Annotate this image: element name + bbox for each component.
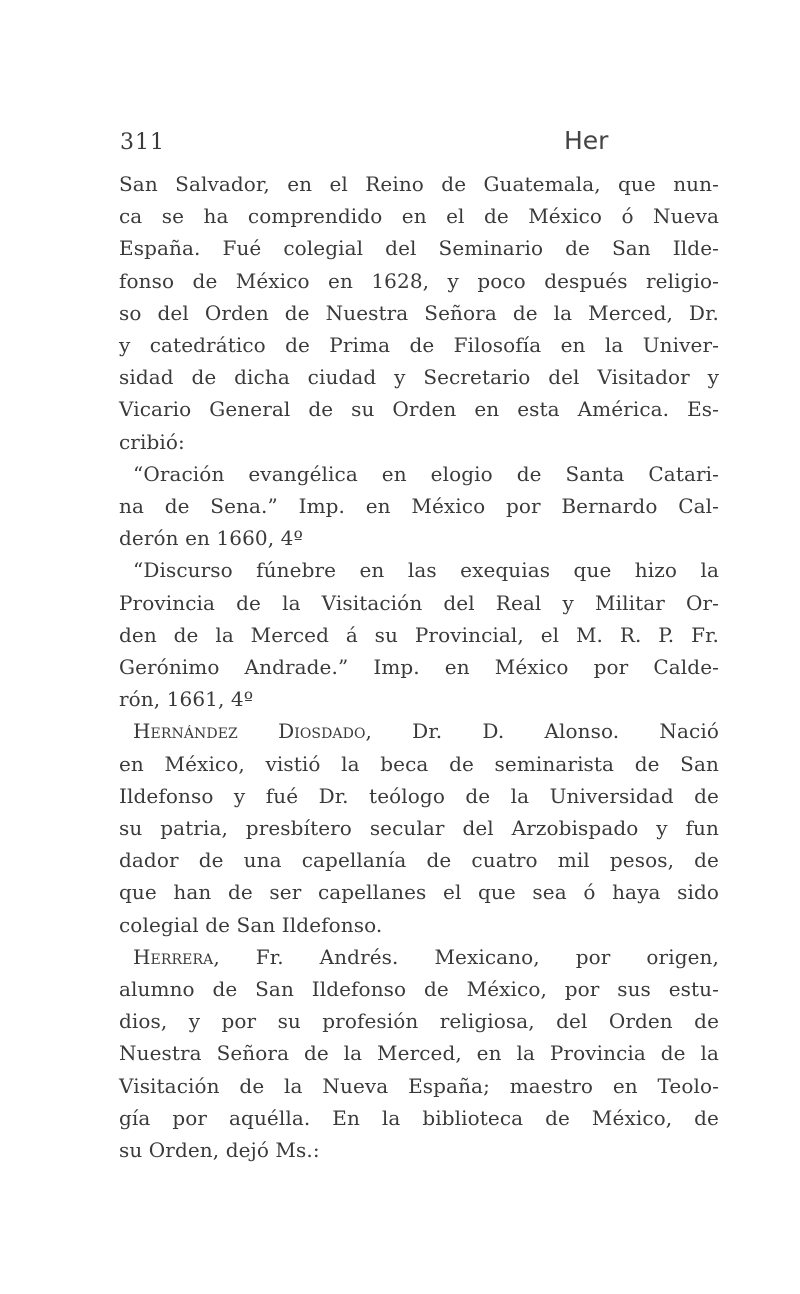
line-text: Fr. Andrés. Mexicano, por origen, <box>219 944 719 969</box>
text-line <box>119 458 719 490</box>
line-text: dador de una capellanía de cuatro mil pesos, de <box>119 848 719 873</box>
line-text: “Oración evangélica en elogio de Santa Catari- <box>133 461 719 486</box>
page-number: 311 <box>120 130 165 155</box>
text-line <box>119 1005 719 1037</box>
line-text: España. Fué colegial del Seminario de San Ilde- <box>119 236 719 261</box>
line-text: “Discurso fúnebre en las exequias que hizo la <box>133 558 719 583</box>
text-line <box>119 619 719 651</box>
text-line <box>119 200 719 232</box>
line-text: sidad de dicha ciudad y Secretario del Visitador y <box>119 365 719 390</box>
line-text: Gerónimo Andrade.” Imp. en México por Calde- <box>119 655 719 680</box>
line-text: Nuestra Señora de la Merced, en la Provincia de la <box>119 1041 719 1066</box>
line-text: San Salvador, en el Reino de Guatemala, que nun- <box>119 172 719 196</box>
line-text: fonso de México en 1628, y poco después religio- <box>119 268 719 293</box>
text-line <box>119 426 719 458</box>
entry-heading: Hernández Diosdado, <box>133 719 372 744</box>
text-line <box>119 683 719 715</box>
line-text: gía por aquélla. En la biblioteca de México, de <box>119 1105 719 1130</box>
line-text: su Orden, dejó Ms.: <box>119 1138 320 1163</box>
running-head: Her <box>564 126 609 155</box>
line-text: que han de ser capellanes el que sea ó haya sido <box>119 880 719 905</box>
text-line <box>119 490 719 522</box>
text-line <box>119 748 719 780</box>
line-text: Visitación de la Nueva España; maestro en Teolo- <box>119 1073 719 1098</box>
text-line <box>119 297 719 329</box>
text-line <box>119 1102 719 1134</box>
line-text: Ildefonso y fué Dr. teólogo de la Universidad de <box>119 783 719 808</box>
line-text: den de la Merced á su Provincial, el M. R. P. Fr. <box>119 622 719 647</box>
text-line <box>119 361 719 393</box>
line-text: derón en 1660, 4º <box>119 526 303 551</box>
line-text: colegial de San Ildefonso. <box>119 912 383 937</box>
body-text <box>119 168 719 1166</box>
text-line <box>119 973 719 1005</box>
text-line <box>119 232 719 264</box>
line-text: na de Sena.” Imp. en México por Bernardo Cal- <box>119 494 719 519</box>
line-text: ca se ha comprendido en el de México ó Nueva <box>119 204 719 229</box>
text-line <box>119 554 719 586</box>
text-line <box>119 844 719 876</box>
text-line <box>119 876 719 908</box>
text-line <box>119 780 719 812</box>
text-line <box>119 393 719 425</box>
line-text: so del Orden de Nuestra Señora de la Merced, Dr. <box>119 300 719 325</box>
line-text: dios, y por su profesión religiosa, del Orden de <box>119 1009 719 1034</box>
text-line <box>119 1070 719 1102</box>
text-line <box>119 812 719 844</box>
text-line <box>119 168 719 200</box>
line-text: y catedrático de Prima de Filosofía en la Univer- <box>119 333 719 358</box>
line-text: cribió: <box>119 429 185 454</box>
text-line <box>119 329 719 361</box>
line-text: alumno de San Ildefonso de México, por sus estu- <box>119 977 719 1002</box>
text-line <box>119 909 719 941</box>
text-line <box>119 265 719 297</box>
entry-heading: Herrera, <box>133 944 220 969</box>
text-line <box>119 715 719 747</box>
line-text: Provincia de la Visitación del Real y Militar Or- <box>119 590 719 615</box>
text-line <box>119 1037 719 1069</box>
text-line <box>119 651 719 683</box>
text-line <box>119 522 719 554</box>
text-line <box>119 1134 719 1166</box>
text-line <box>119 587 719 619</box>
line-text: Vicario General de su Orden en esta América. Es- <box>119 397 719 422</box>
line-text: Dr. D. Alonso. Nació <box>372 719 719 744</box>
line-text: rón, 1661, 4º <box>119 687 254 712</box>
line-text: en México, vistió la beca de seminarista de San <box>119 751 719 776</box>
text-line <box>119 941 719 973</box>
line-text: su patria, presbítero secular del Arzobispado y fun <box>119 816 719 841</box>
